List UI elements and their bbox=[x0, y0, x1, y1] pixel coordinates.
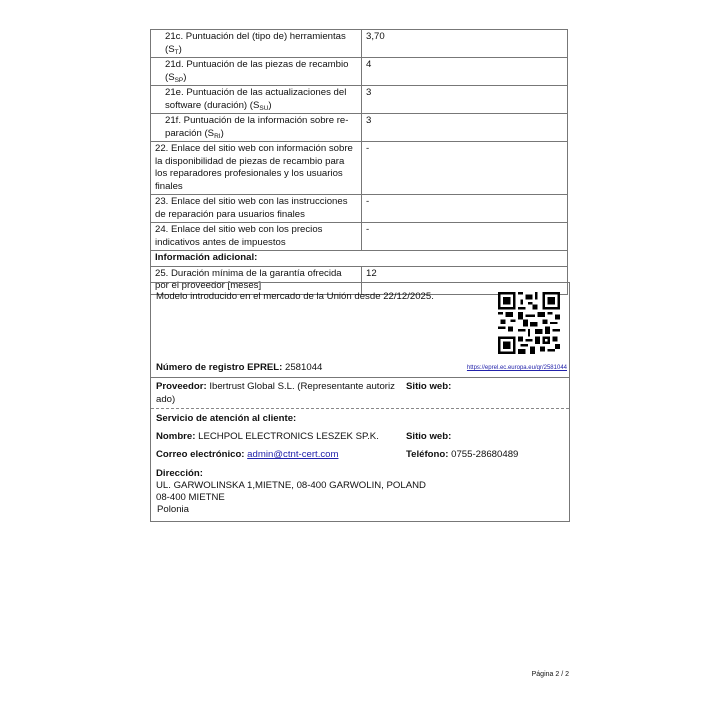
table-section-header bbox=[151, 251, 568, 267]
row-value: 12 bbox=[362, 266, 568, 294]
qr-code-icon[interactable] bbox=[498, 292, 560, 354]
table-row bbox=[151, 223, 568, 251]
row-value: 4 bbox=[362, 58, 568, 86]
address-label: Dirección: bbox=[156, 468, 203, 479]
address-line: 08-400 MIETNE bbox=[156, 492, 225, 503]
service-name-label: Nombre: bbox=[156, 431, 196, 442]
address-line: Polonia bbox=[157, 504, 190, 515]
email-link[interactable]: admin@ctnt-cert.com bbox=[247, 449, 339, 460]
phone-label: Teléfono: bbox=[406, 449, 449, 460]
section-header: Información adicional: bbox=[151, 251, 568, 267]
phone-value: 0755-28680489 bbox=[451, 449, 519, 460]
table-row bbox=[151, 195, 568, 223]
service-phone-row bbox=[406, 449, 518, 462]
eprel-url-link[interactable]: https://eprel.ec.europa.eu/qr/2581044 bbox=[466, 365, 567, 371]
service-website-label: Sitio web: bbox=[406, 431, 452, 442]
table-row bbox=[151, 142, 568, 195]
model-market-date: Modelo introducido en el mercado de la Unión desde 22/12/2025. bbox=[156, 291, 434, 302]
row-label: 25. Duración mínima de la garantía ofrecida por el proveedor [meses] bbox=[151, 266, 362, 294]
supplier-row bbox=[156, 381, 396, 406]
table-row: 21d. Puntuación de las piezas de recambio $(S_{SP})$ 4 bbox=[151, 58, 568, 86]
supplier-info-box bbox=[150, 282, 570, 522]
page-number: Página 2 / 2 bbox=[531, 671, 569, 678]
eprel-registration bbox=[156, 362, 322, 375]
row-value: 3,70 bbox=[362, 30, 568, 58]
service-name-row bbox=[156, 431, 379, 444]
table-row: 21c. Puntuación del (tipo de) herramientas $(S_T)$ 3,70 bbox=[151, 30, 568, 58]
row-value: - bbox=[362, 195, 568, 223]
eprel-number: 2581044 bbox=[285, 362, 323, 373]
row-label: 23. Enlace del sitio web con las instrucciones de reparación para usuarios finales bbox=[151, 195, 362, 223]
row-label: 22. Enlace del sitio web con información sobre la disponibilidad de piezas de recambio para los reparadores profesionales y los usuarios finales bbox=[151, 142, 362, 195]
row-value: 3 bbox=[362, 114, 568, 142]
service-email-row bbox=[156, 449, 338, 462]
email-label: Correo electrónico: bbox=[156, 449, 245, 460]
divider bbox=[151, 377, 569, 378]
row-value: - bbox=[362, 142, 568, 195]
supplier-label: Proveedor: bbox=[156, 381, 207, 392]
address-line: UL. GARWOLINSKA 1,MIETNE, 08-400 GARWOLIN, POLAND bbox=[156, 480, 426, 491]
table-row: 21e. Puntuación de las actualizaciones del software (duración) $(S_{SU})$ 3 bbox=[151, 86, 568, 114]
divider bbox=[151, 408, 569, 409]
repairability-table bbox=[150, 29, 568, 295]
supplier-name: Ibertrust Global S.L. (Representante autoriz ado) bbox=[156, 381, 395, 405]
row-value: 3 bbox=[362, 86, 568, 114]
supplier-website-label: Sitio web: bbox=[406, 381, 452, 392]
service-name-value: LECHPOL ELECTRONICS LESZEK SP.K. bbox=[198, 431, 379, 442]
row-label: 24. Enlace del sitio web con los precios indicativos antes de impuestos bbox=[151, 223, 362, 251]
row-value: - bbox=[362, 223, 568, 251]
eprel-label: Número de registro EPREL: bbox=[156, 362, 283, 373]
table-row: 21f. Puntuación de la información sobre re-paración $(S_{RI})$ 3 bbox=[151, 114, 568, 142]
customer-service-title: Servicio de atención al cliente: bbox=[156, 413, 297, 424]
